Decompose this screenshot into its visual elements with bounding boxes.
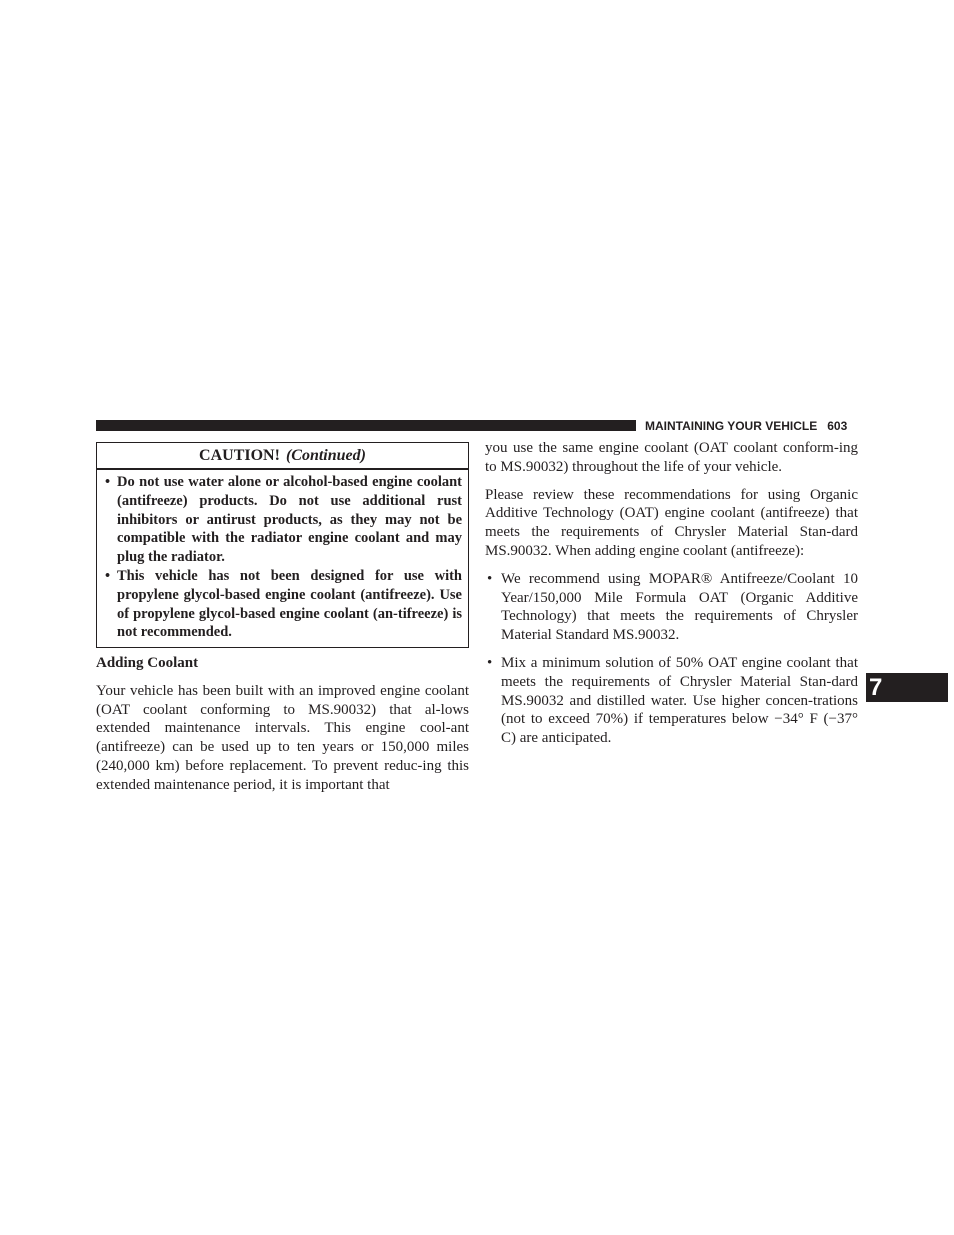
bullet-glyph: • (105, 474, 111, 490)
caution-item (103, 567, 462, 642)
list-item-text: Mix a minimum solution of 50% OAT engine coolant that meets the requirements of Chrysler Material Stan-dard MS.90032 and distilled water. Use higher concen-trations (not to exceed 70%) if temperatures below −34° F (−37° C) are anticipated. (501, 654, 858, 747)
caution-item-text: This vehicle has not been designed for use with propylene glycol-based engine coolant (antifreeze). Use of propylene glycol-based engine coolant (an-tifreeze) is not recommended. (117, 567, 462, 641)
page-number: 603 (827, 419, 848, 433)
recommendation-list (485, 570, 858, 748)
right-column (485, 439, 858, 757)
body-paragraph: Your vehicle has been built with an improved engine coolant (OAT coolant conforming to MS.90032) that al-lows extended maintenance intervals. This engine cool-ant (antifreeze) can be used up to ten years or 150,000 miles (240,000 km) before replacement. To prevent reduc-ing this extended maintenance period, it is important that (96, 682, 469, 793)
caution-list (97, 470, 468, 642)
caution-continued: (Continued) (285, 447, 366, 464)
bullet-glyph: • (487, 654, 493, 671)
section-title: MAINTAINING YOUR VEHICLE (645, 419, 818, 433)
continuation-paragraph: you use the same engine coolant (OAT coolant conform-ing to MS.90032) throughout the life of your vehicle. (485, 440, 858, 475)
chapter-tab: 7 (866, 673, 948, 702)
caution-item-text: Do not use water alone or alcohol-based engine coolant (antifreeze) products. Do not use additional rust inhibitors or antirust products, as they may not be compatible with the radiator engine coolant and may plug the radiator. (117, 474, 462, 566)
body-paragraph: Please review these recommendations for using Organic Additive Technology (OAT) engine coolant (antifreeze) that meets the requirements of Chrysler Material Stan-dard MS.90032. When adding engine coolant (antifreeze): (485, 486, 858, 559)
bullet-glyph: • (487, 570, 493, 587)
header-rule (96, 420, 636, 431)
caution-title (97, 443, 468, 470)
caution-box (96, 442, 469, 648)
list-item (485, 570, 858, 645)
section-heading: Adding Coolant (96, 655, 199, 671)
list-item (485, 654, 858, 748)
list-item-text: We recommend using MOPAR® Antifreeze/Coolant 10 Year/150,000 Mile Formula OAT (Organic Additive Technology) that meets the requirements of Chrysler Material Standard MS.90032. (501, 570, 858, 644)
bullet-glyph: • (105, 567, 111, 584)
left-column (96, 654, 469, 804)
running-header (645, 417, 858, 435)
caution-item (103, 473, 462, 567)
caution-label: CAUTION! (199, 447, 280, 464)
